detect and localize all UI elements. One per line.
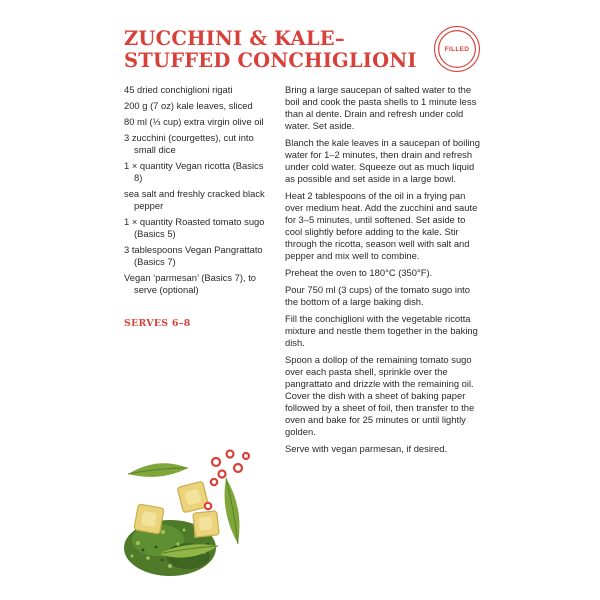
ingredient-item: 45 dried conchiglioni rigati — [124, 84, 233, 95]
ingredient-item: 1 × quantity Vegan ricotta (Basics 8) — [124, 160, 264, 183]
ingredient-item: 3 tablespoons Vegan Pangrattato (Basics 7) — [124, 244, 263, 267]
method-step: Pour 750 ml (3 cups) of the tomato sugo into the bottom of a large baking dish. — [285, 284, 470, 307]
ingredient-item: sea salt and freshly cracked black pepper — [124, 188, 265, 211]
method-step: Spoon a dollop of the remaining tomato sugo over each pasta shell, sprinkle over the pangrattato and drizzle with the remaining oil. Cover the dish with a sheet of baking paper followed by a sheet of foil, then transfer to the oven and bake for 25 minutes or until lightly golden. — [285, 354, 475, 437]
ingredients-list — [124, 84, 274, 300]
title-line-2: STUFFED CONCHIGLIONI — [124, 49, 417, 72]
ingredient-item: 1 × quantity Roasted tomato sugo (Basics 5) — [124, 216, 265, 239]
filled-badge — [434, 26, 480, 72]
title-line-1: ZUCCHINI & KALE– — [124, 27, 345, 50]
serves-label: SERVES 6–8 — [124, 318, 191, 329]
method-step: Serve with vegan parmesan, if desired. — [285, 443, 448, 454]
method-step: Preheat the oven to 180°C (350°F). — [285, 267, 433, 278]
method-step: Fill the conchiglioni with the vegetable ricotta mixture and nestle them together in the baking dish. — [285, 313, 478, 348]
food-illustration — [118, 448, 288, 578]
method-step: Bring a large saucepan of salted water to the boil and cook the pasta shells to 1 minute less than al dente. Drain and refresh under cold water. Set aside. — [285, 84, 477, 131]
ingredient-item: Vegan ‘parmesan’ (Basics 7), to serve (optional) — [124, 272, 257, 295]
badge-label: FILLED — [444, 45, 470, 53]
method-step: Blanch the kale leaves in a saucepan of boiling water for 1–2 minutes, then drain and refresh under cold water. Squeeze out as much liquid as possible and set aside in a large bowl. — [285, 137, 480, 184]
method-step: Heat 2 tablespoons of the oil in a frying pan over medium heat. Add the zucchini and saute for 3–5 minutes, until softened. Set aside to cool slightly before adding to the kale. Stir through the ricotta, season well with salt and pepper and mix well to combine. — [285, 190, 478, 261]
ingredient-item: 200 g (7 oz) kale leaves, sliced — [124, 100, 253, 111]
recipe-title — [124, 28, 434, 72]
method-steps — [285, 84, 485, 460]
ingredient-item: 3 zucchini (courgettes), cut into small dice — [124, 132, 254, 155]
ingredient-item: 80 ml (⅓ cup) extra virgin olive oil — [124, 116, 264, 127]
